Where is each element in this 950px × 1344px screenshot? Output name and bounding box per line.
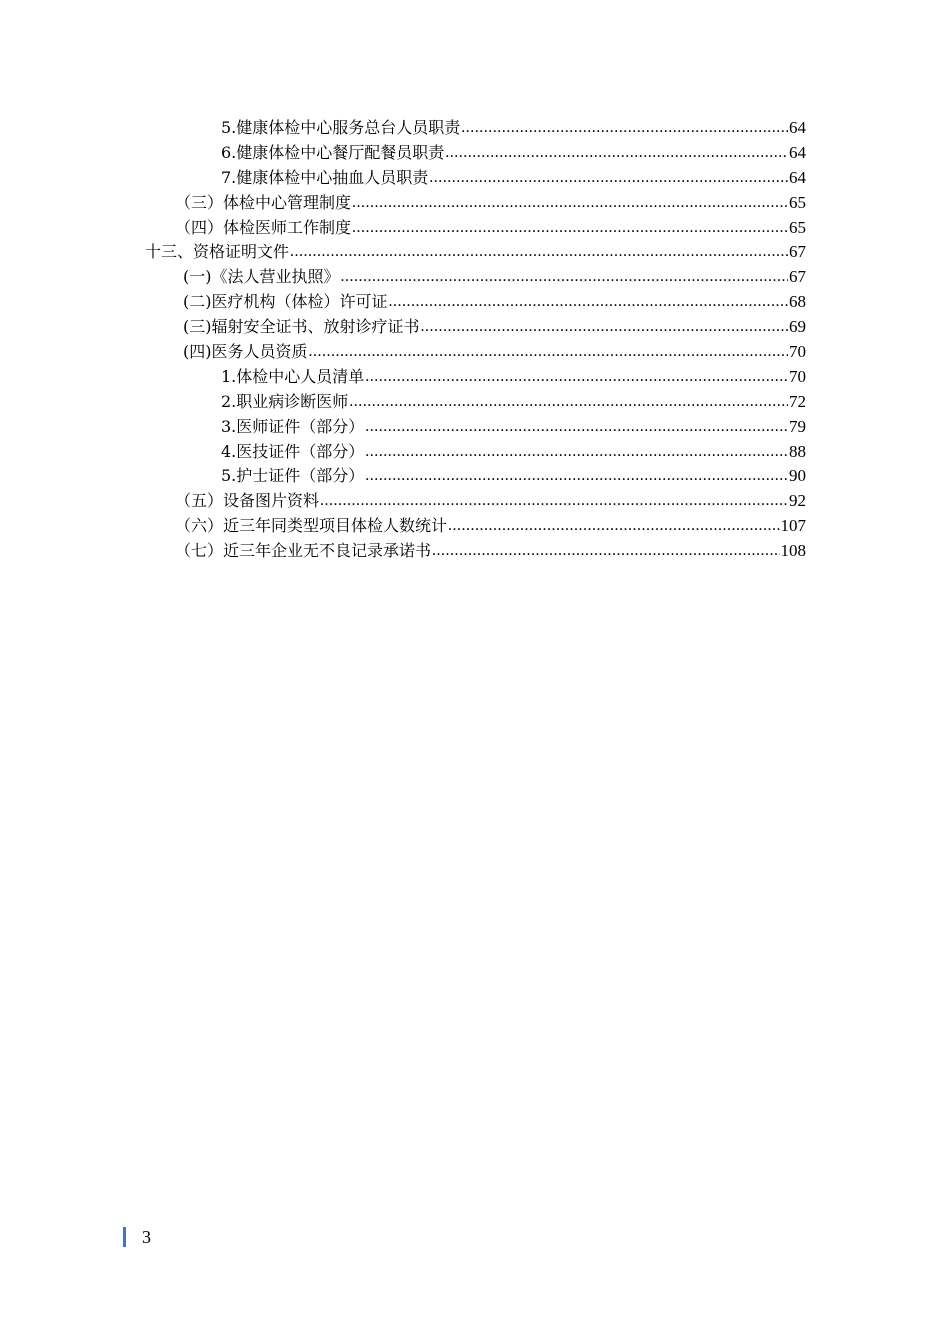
toc-dot-leader [365, 439, 788, 465]
toc-dot-leader [341, 264, 789, 290]
toc-entry[interactable] [175, 191, 806, 216]
toc-entry-title: 4.医技证件（部分） [221, 441, 365, 461]
toc-entry-title: (一)《法人营业执照》 [183, 267, 340, 287]
toc-entry-page-number: 90 [789, 466, 806, 486]
toc-entry[interactable] [183, 315, 806, 340]
toc-dot-leader [448, 513, 779, 539]
toc-entry-title: （五）设备图片资料 [175, 491, 320, 511]
toc-entry-page-number: 64 [789, 142, 806, 162]
toc-entry-title: （四）体检医师工作制度 [175, 217, 352, 237]
toc-entry[interactable] [175, 216, 806, 241]
toc-entry[interactable] [175, 514, 806, 539]
toc-entry-title: 2.职业病诊断医师 [221, 391, 349, 411]
toc-entry[interactable] [183, 265, 806, 290]
toc-entry-title: （三）体检中心管理制度 [175, 192, 352, 212]
toc-entry-page-number: 72 [789, 391, 806, 411]
toc-dot-leader [309, 339, 789, 365]
toc-dot-leader [365, 414, 788, 440]
toc-entry[interactable] [221, 415, 806, 440]
toc-dot-leader [349, 389, 788, 415]
toc-entry-page-number: 64 [789, 167, 806, 187]
toc-dot-leader [421, 314, 789, 340]
toc-entry-title: 7.健康体检中心抽血人员职责 [221, 167, 429, 187]
toc-entry-page-number: 65 [789, 217, 806, 237]
toc-dot-leader [352, 190, 788, 216]
toc-entry-title: 十三、资格证明文件 [145, 242, 290, 262]
toc-entry[interactable] [175, 539, 806, 564]
toc-entry-page-number: 92 [789, 491, 806, 511]
toc-entry[interactable] [221, 464, 806, 489]
footer-accent-bar [123, 1227, 126, 1247]
toc-entry-page-number: 68 [789, 292, 806, 312]
toc-entry-title: （六）近三年同类型项目体检人数统计 [175, 516, 448, 536]
toc-entry-page-number: 65 [789, 192, 806, 212]
toc-dot-leader [352, 215, 788, 241]
toc-dot-leader [365, 364, 788, 390]
toc-entry-title: 5.护士证件（部分） [221, 466, 365, 486]
toc-dot-leader [461, 115, 788, 141]
toc-entry-page-number: 69 [789, 317, 806, 337]
toc-entry[interactable] [221, 116, 806, 141]
toc-entry-page-number: 67 [789, 242, 806, 262]
toc-entry[interactable] [183, 290, 806, 315]
toc-dot-leader [429, 165, 788, 191]
toc-dot-leader [445, 140, 788, 166]
toc-entry-title: 3.医师证件（部分） [221, 416, 365, 436]
toc-entry[interactable] [221, 440, 806, 465]
toc-entry-title: （七）近三年企业无不良记录承诺书 [175, 541, 432, 561]
toc-entry-title: 1.体检中心人员清单 [221, 366, 365, 386]
toc-entry-page-number: 108 [780, 541, 806, 561]
toc-entry-page-number: 64 [789, 118, 806, 137]
toc-entry-page-number: 70 [789, 366, 806, 386]
toc-dot-leader [320, 488, 788, 514]
toc-entry-page-number: 107 [780, 516, 806, 536]
toc-entry-title: (二)医疗机构（体检）许可证 [183, 292, 388, 312]
toc-entry-title: (四)医务人员资质 [183, 342, 308, 362]
toc-entry[interactable] [175, 489, 806, 514]
toc-entry-page-number: 70 [789, 342, 806, 362]
toc-dot-leader [365, 463, 788, 489]
toc-entry[interactable] [183, 340, 806, 365]
toc-dot-leader [389, 289, 789, 315]
toc-dot-leader [290, 239, 788, 265]
table-of-contents [0, 116, 950, 564]
toc-entry[interactable] [145, 240, 806, 265]
toc-entry-page-number: 88 [789, 441, 806, 461]
toc-entry-title: 6.健康体检中心餐厅配餐员职责 [221, 142, 445, 162]
toc-entry-title: 5.健康体检中心服务总台人员职责 [221, 118, 461, 137]
toc-entry-page-number: 79 [789, 416, 806, 436]
toc-entry[interactable] [221, 390, 806, 415]
toc-entry-title: (三)辐射安全证书、放射诊疗证书 [183, 317, 420, 337]
toc-entry-page-number: 67 [789, 267, 806, 287]
toc-dot-leader [432, 538, 779, 564]
toc-entry[interactable] [221, 365, 806, 390]
footer-page-number: 3 [142, 1227, 151, 1247]
toc-entry[interactable] [221, 166, 806, 191]
toc-entry[interactable] [221, 141, 806, 166]
